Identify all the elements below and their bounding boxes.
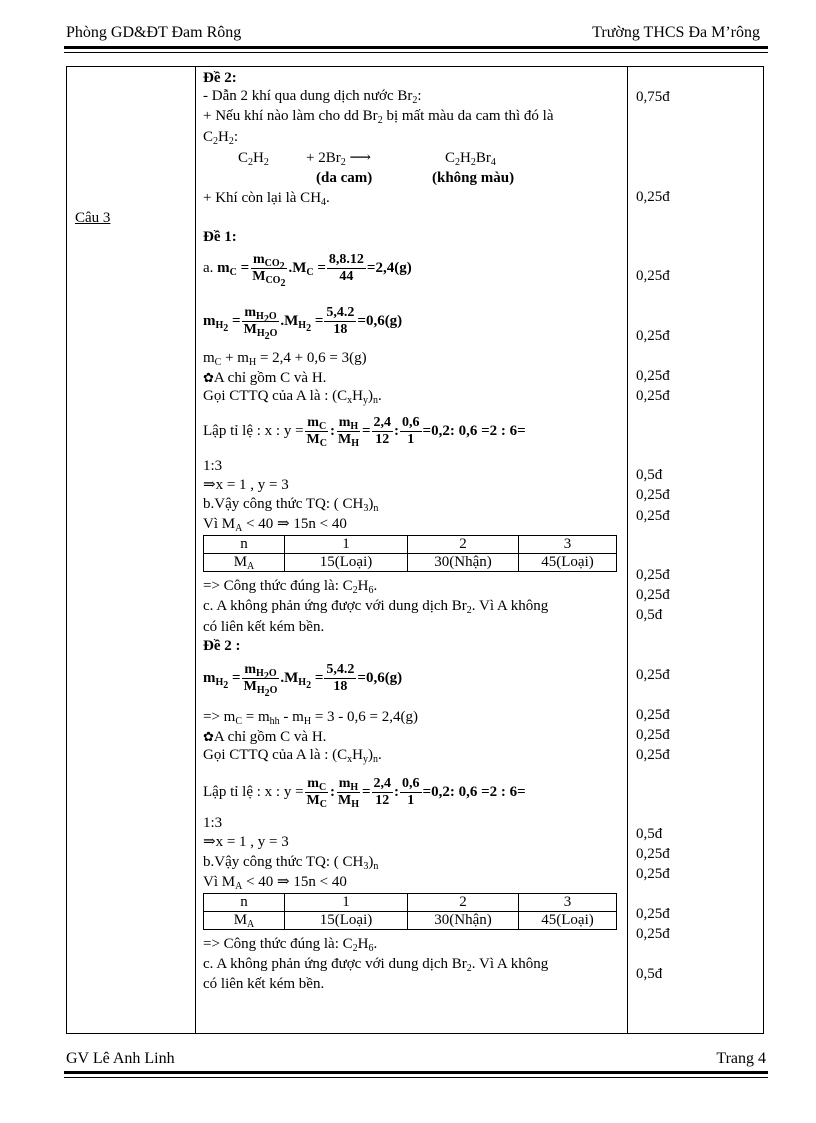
de2-line1: - Dẫn 2 khí qua dung dịch nước $Br_2$: bbox=[203, 88, 422, 106]
de2b-ratio-cont: 1:3 bbox=[203, 815, 223, 831]
de1-eq-hydrogen: $m_{H_2}$ = $\frac{m_{H_2O}}{M_{H_2O}}$ $.M_{H_2}$ = $\frac{5,4.2}{18}$ =0,6(g) bbox=[203, 305, 403, 342]
de2b-c1: c. A không phản ứng được với dung dịch $Br_2$. Vì A không bbox=[203, 956, 549, 974]
reaction-reactant1: $C_2H_2$ bbox=[238, 150, 269, 168]
score: 0,25đ bbox=[636, 587, 670, 603]
de2-line2-cont: $C_2H_2$: bbox=[203, 129, 239, 147]
score: 0,25đ bbox=[636, 727, 670, 743]
de2b-ratio: Lập tỉ lệ : x : y = $\frac{m_C}{M_C}$ : $\frac{m_H}{M_H}$ = $\frac{2,4}{12}$ : $\frac{0,6}{1}$ =0,2: 0,6 =2 : 6= bbox=[203, 776, 526, 810]
de2-title: Đề 2: bbox=[203, 70, 237, 86]
score: 0,25đ bbox=[636, 508, 670, 524]
table-header-2: 2 bbox=[408, 536, 519, 554]
page-number: Trang 4 bbox=[716, 1050, 766, 1067]
footer-rule bbox=[64, 1071, 768, 1078]
score: 0,25đ bbox=[636, 667, 670, 683]
table-header-1: 1 bbox=[285, 894, 408, 912]
score: 0,25đ bbox=[636, 268, 670, 284]
table-cell: 30(Nhận) bbox=[408, 912, 519, 930]
table-header-1: 1 bbox=[285, 536, 408, 554]
header-rule bbox=[64, 46, 768, 53]
score: 0,5đ bbox=[636, 966, 663, 982]
de1-xy: ⇒x = 1 , y = 3 bbox=[203, 477, 289, 493]
score: 0,25đ bbox=[636, 747, 670, 763]
de1-title: Đề 1: bbox=[203, 229, 237, 245]
table-cell: 45(Loại) bbox=[519, 912, 617, 930]
table-cell: 45(Loại) bbox=[519, 554, 617, 572]
de1-ct: Gọi CTTQ của A là : $(C_xH_y)_n$. bbox=[203, 388, 382, 406]
score: 0,75đ bbox=[636, 89, 670, 105]
de2-line3: + Khí còn lại là $CH_4$. bbox=[203, 190, 330, 208]
table-cell: 15(Loại) bbox=[285, 554, 408, 572]
de2-line2: + Nếu khí nào làm cho dd $Br_2$ bị mất màu da cam thì đó là bbox=[203, 108, 554, 126]
table-header-3: 3 bbox=[519, 894, 617, 912]
score: 0,5đ bbox=[636, 467, 663, 483]
question-label: Câu 3 bbox=[75, 210, 111, 226]
table-cell: 15(Loại) bbox=[285, 912, 408, 930]
score: 0,25đ bbox=[636, 846, 670, 862]
column-divider-1 bbox=[195, 66, 196, 1034]
score: 0,25đ bbox=[636, 707, 670, 723]
de2b-mass-table bbox=[203, 893, 617, 930]
de2b-c2: có liên kết kém bền. bbox=[203, 976, 325, 992]
score: 0,5đ bbox=[636, 607, 663, 623]
score: 0,5đ bbox=[636, 826, 663, 842]
reaction-product: $C_2H_2Br_4$ bbox=[445, 150, 496, 168]
table-cell-ma: $M_A$ bbox=[204, 554, 285, 572]
header-left: Phòng GD&ĐT Đam Rông bbox=[66, 24, 242, 41]
column-divider-2 bbox=[627, 66, 628, 1034]
reaction-label2: (không màu) bbox=[432, 170, 515, 186]
score: 0,25đ bbox=[636, 926, 670, 942]
table-cell-ma: $M_A$ bbox=[204, 912, 285, 930]
de1-c2: có liên kết kém bền. bbox=[203, 619, 325, 635]
footer-left: GV Lê Anh Linh bbox=[66, 1050, 175, 1067]
score: 0,25đ bbox=[636, 567, 670, 583]
table-header-2: 2 bbox=[408, 894, 519, 912]
de1-c1: c. A không phản ứng được với dung dịch $Br_2$. Vì A không bbox=[203, 598, 549, 616]
de2b-condition: Vì $M_A < 40$ ⇒ 15n < 40 bbox=[203, 874, 347, 892]
table-header-n: n bbox=[204, 536, 285, 554]
de2b-correct: => Công thức đúng là: $C_2H_6$. bbox=[203, 936, 378, 954]
score: 0,25đ bbox=[636, 189, 670, 205]
de1-sum: $m_C + m_H = 2,4 + 0,6 = 3(g)$ bbox=[203, 350, 367, 368]
de1-only: ✿A chỉ gồm C và H. bbox=[203, 370, 327, 386]
de1-correct: => Công thức đúng là: $C_2H_6$. bbox=[203, 578, 378, 596]
table-header-3: 3 bbox=[519, 536, 617, 554]
de2b-formula: b.Vậy công thức TQ: ( $CH_3)_n$ bbox=[203, 854, 379, 872]
score: 0,25đ bbox=[636, 487, 670, 503]
de2b-mc: => $m_C = m_{hh} - m_H = 3 - 0,6 = 2,4(g)$ bbox=[203, 709, 418, 727]
reaction-label1: (da cam) bbox=[316, 170, 373, 186]
de2b-ct: Gọi CTTQ của A là : $(C_xH_y)_n$. bbox=[203, 747, 382, 765]
score: 0,25đ bbox=[636, 388, 670, 404]
de1-eq-carbon: a. $m_C$ = $\frac{m_{CO_2}}{M_{CO_2}}$ $.M_C$ = $\frac{8,8.12}{44}$ =2,4(g) bbox=[203, 252, 412, 289]
de2b-xy: ⇒x = 1 , y = 3 bbox=[203, 834, 289, 850]
de1-ratio: Lập tỉ lệ : x : y = $\frac{m_C}{M_C}$ : $\frac{m_H}{M_H}$ = $\frac{2,4}{12}$ : $\frac{0,6}{1}$ =0,2: 0,6 =2 : 6= bbox=[203, 415, 526, 449]
score: 0,25đ bbox=[636, 368, 670, 384]
score: 0,25đ bbox=[636, 906, 670, 922]
score: 0,25đ bbox=[636, 866, 670, 882]
de2b-title: Đề 2 : bbox=[203, 638, 241, 654]
de2b-eq-hydrogen: $m_{H_2}$ = $\frac{m_{H_2O}}{M_{H_2O}}$ $.M_{H_2}$ = $\frac{5,4.2}{18}$ =0,6(g) bbox=[203, 662, 403, 699]
table-cell: 30(Nhận) bbox=[408, 554, 519, 572]
de1-formula: b.Vậy công thức TQ: ( $CH_3)_n$ bbox=[203, 496, 379, 514]
de1-ratio-cont: 1:3 bbox=[203, 458, 223, 474]
table-header-n: n bbox=[204, 894, 285, 912]
score: 0,25đ bbox=[636, 328, 670, 344]
header-right: Trường THCS Đa M’rông bbox=[592, 24, 760, 41]
de1-condition: Vì $M_A < 40$ ⇒ 15n < 40 bbox=[203, 516, 347, 534]
reaction-reactant2: + $2Br_2$ ⟶ bbox=[306, 150, 371, 168]
de1-mass-table bbox=[203, 535, 617, 572]
de2b-only: ✿A chỉ gồm C và H. bbox=[203, 729, 327, 745]
